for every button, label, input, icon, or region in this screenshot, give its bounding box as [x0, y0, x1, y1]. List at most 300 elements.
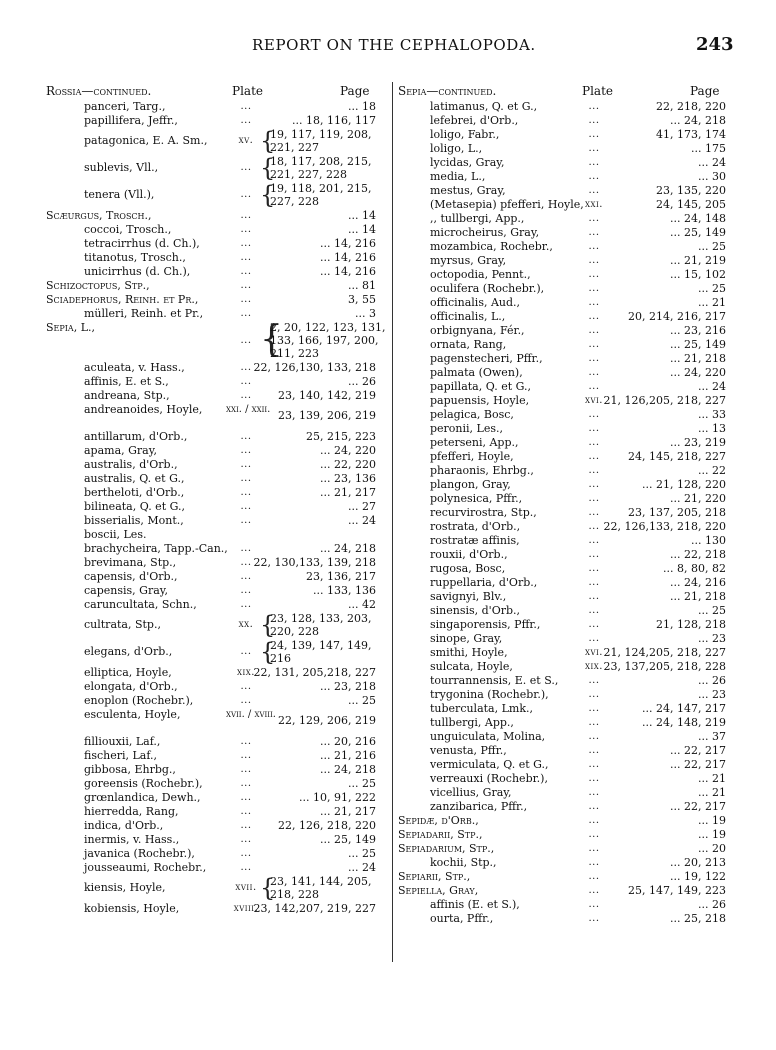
- index-entry: [46, 361, 390, 375]
- index-entry: [398, 170, 730, 184]
- index-entry: [46, 598, 390, 612]
- entry-name: peterseni, App.,: [430, 436, 519, 449]
- page-references: ... 24, 148, 219: [642, 716, 726, 729]
- entry-name: myrsus, Gray,: [430, 254, 507, 267]
- index-entry: [398, 394, 730, 408]
- entry-name: elliptica, Hoyle,: [84, 666, 172, 679]
- page-references: ... 18: [348, 100, 376, 113]
- page-references: ... 21: [698, 786, 726, 799]
- plate-number: ...: [588, 815, 600, 826]
- page-references: 23, 141, 144, 205,: [270, 875, 372, 888]
- index-entry: [398, 184, 730, 198]
- page-references: ... 21, 217: [320, 486, 376, 499]
- index-entry: [46, 833, 390, 847]
- page-number: 243: [696, 34, 734, 55]
- plate-number: ...: [588, 717, 600, 728]
- entry-name: sulcata, Hoyle,: [430, 660, 513, 673]
- plate-number: ...: [588, 283, 600, 294]
- index-entry: [398, 254, 730, 268]
- plate-number: ...: [588, 479, 600, 490]
- entry-name: trygonina (Rochebr.),: [430, 688, 549, 701]
- index-entry: [398, 352, 730, 366]
- brace-mark: {: [260, 181, 276, 209]
- plate-number: ...: [588, 507, 600, 518]
- entry-name: zanzibarica, Pffr.,: [430, 800, 528, 813]
- page-references: ... 14, 216: [320, 237, 376, 250]
- page-references: 23, 136, 217: [306, 570, 376, 583]
- page-references: ... 81: [348, 279, 376, 292]
- entry-name: octopodia, Pennt.,: [430, 268, 531, 281]
- entry-list-right: [398, 100, 730, 926]
- entry-name: polynesica, Pffr.,: [430, 492, 523, 505]
- entry-name: loligo, Fabr.,: [430, 128, 500, 141]
- plate-number: ...: [588, 787, 600, 798]
- page-references: ... 30: [698, 170, 726, 183]
- entry-name: inermis, v. Hass.,: [84, 833, 180, 846]
- entry-name: smithi, Hoyle,: [430, 646, 508, 659]
- entry-name: Sepiadarii, Stp.,: [398, 828, 483, 841]
- page-references: ... 21: [698, 296, 726, 309]
- index-entry: [398, 268, 730, 282]
- index-entry: [46, 556, 390, 570]
- entry-name: tourrannensis, E. et S.,: [430, 674, 559, 687]
- page-references: ... 14, 216: [320, 265, 376, 278]
- plate-number: ...: [240, 308, 252, 319]
- entry-name: oculifera (Rochebr.),: [430, 282, 545, 295]
- index-entry: [46, 444, 390, 458]
- plate-number: ...: [240, 459, 252, 470]
- entry-name: jousseaumi, Rochebr.,: [84, 861, 207, 874]
- page-references: ... 23: [698, 632, 726, 645]
- plate-number: ...: [240, 681, 252, 692]
- index-entry: [46, 430, 390, 444]
- index-entry: [46, 100, 390, 114]
- page-references: 24, 139, 147, 149,: [270, 639, 372, 652]
- index-entry: [46, 680, 390, 694]
- page-references: ... 23, 216: [670, 324, 726, 337]
- index-entry: [46, 209, 390, 223]
- entry-name: singaporensis, Pffr.,: [430, 618, 541, 631]
- entry-name: sinensis, d'Orb.,: [430, 604, 521, 617]
- page-references: ... 25: [348, 777, 376, 790]
- plate-number: ...: [588, 367, 600, 378]
- index-entry: [398, 128, 730, 142]
- page-references: ... 14: [348, 209, 376, 222]
- page-references: 23, 135, 220: [656, 184, 726, 197]
- page-references: 22, 129, 206, 219: [278, 714, 376, 727]
- page-references: 23, 140, 142, 219: [278, 389, 376, 402]
- index-entry: [46, 128, 390, 155]
- plate-number: ...: [588, 605, 600, 616]
- page-references: 22, 126,133, 218, 220: [603, 520, 726, 533]
- entry-name: lefebrei, d'Orb.,: [430, 114, 519, 127]
- plate-number: ...: [588, 913, 600, 924]
- index-entry: [46, 749, 390, 763]
- index-entry: [398, 856, 730, 870]
- plate-number: ...: [240, 515, 252, 526]
- page-heading: Page: [690, 84, 720, 98]
- entry-name: mozambica, Rochebr.,: [430, 240, 553, 253]
- plate-number: xvi.: [585, 395, 603, 406]
- index-entry: [398, 590, 730, 604]
- entry-name: Sepia, L.,: [46, 321, 95, 334]
- plate-number: ...: [588, 451, 600, 462]
- index-entry: [398, 114, 730, 128]
- page-references: 20, 214, 216, 217: [628, 310, 726, 323]
- page-references: 221, 227: [270, 141, 319, 154]
- entry-name: elongata, d'Orb.,: [84, 680, 178, 693]
- entry-name: pagenstecheri, Pffr.,: [430, 352, 543, 365]
- page-references: ... 25: [698, 282, 726, 295]
- plate-number: ...: [240, 862, 252, 873]
- entry-name: Sepiadarium, Stp.,: [398, 842, 495, 855]
- plate-number: ...: [240, 792, 252, 803]
- index-entry: [398, 912, 730, 926]
- page-references: ... 23, 136: [320, 472, 376, 485]
- page-references: ... 33: [698, 408, 726, 421]
- plate-number: xv.: [238, 135, 254, 146]
- entry-name: caruncultata, Schn.,: [84, 598, 197, 611]
- column-header-right: [398, 84, 730, 100]
- index-entry: [46, 694, 390, 708]
- plate-number: xxi.: [585, 199, 603, 210]
- section-heading: Sepia—continued.: [398, 84, 497, 98]
- plate-number: ...: [240, 646, 252, 657]
- page-header: [0, 36, 776, 60]
- page-references: ... 37: [698, 730, 726, 743]
- entry-name: capensis, d'Orb.,: [84, 570, 178, 583]
- entry-name: vermiculata, Q. et G.,: [430, 758, 549, 771]
- plate-number: ...: [240, 238, 252, 249]
- page-references: ... 24, 218: [670, 114, 726, 127]
- plate-number: ...: [588, 619, 600, 630]
- page-references: ... 24: [698, 380, 726, 393]
- entry-name: elegans, d'Orb.,: [84, 645, 173, 658]
- entry-name: plangon, Gray,: [430, 478, 511, 491]
- index-entry: [46, 307, 390, 321]
- plate-number: ...: [588, 829, 600, 840]
- plate-heading: Plate: [582, 84, 613, 98]
- index-entry: [46, 847, 390, 861]
- page-references: ... 21, 216: [320, 749, 376, 762]
- entry-name: fischeri, Laf.,: [84, 749, 158, 762]
- plate-number: ...: [240, 162, 252, 173]
- plate-number: ...: [588, 843, 600, 854]
- page-references: 23, 137, 205, 218: [628, 506, 726, 519]
- page-references: ... 21: [698, 772, 726, 785]
- plate-number: ...: [240, 280, 252, 291]
- index-entry: [46, 265, 390, 279]
- page-references: 41, 173, 174: [656, 128, 726, 141]
- plate-number: ...: [240, 599, 252, 610]
- entry-name: esculenta, Hoyle,: [84, 708, 181, 721]
- page-references: ... 19, 122: [670, 870, 726, 883]
- index-entry: [398, 842, 730, 856]
- plate-number: ...: [240, 252, 252, 263]
- plate-number: ...: [240, 189, 252, 200]
- page-references: ... 21, 218: [670, 590, 726, 603]
- plate-number: ...: [588, 689, 600, 700]
- page-references: 22, 218, 220: [656, 100, 726, 113]
- entry-name: kiensis, Hoyle,: [84, 881, 166, 894]
- entry-name: coccoi, Trosch.,: [84, 223, 172, 236]
- plate-number: ...: [588, 745, 600, 756]
- entry-name: sublevis, Vll.,: [84, 161, 159, 174]
- plate-number: ...: [240, 224, 252, 235]
- entry-name: Sepiella, Gray,: [398, 884, 479, 897]
- entry-name: javanica (Rochebr.),: [84, 847, 195, 860]
- page-references: ... 19: [698, 828, 726, 841]
- index-entry: [398, 478, 730, 492]
- plate-number: ...: [588, 311, 600, 322]
- entry-name: tullbergi, App.,: [430, 716, 514, 729]
- entry-name: capensis, Gray,: [84, 584, 169, 597]
- plate-number: ...: [588, 143, 600, 154]
- entry-name: andreanoides, Hoyle,: [84, 403, 203, 416]
- page-references: 218, 228: [270, 888, 319, 901]
- page-references: 3, 55: [348, 293, 376, 306]
- plate-number: ...: [588, 773, 600, 784]
- page-references: ... 21, 218: [670, 352, 726, 365]
- index-entry: [46, 279, 390, 293]
- index-entry: [398, 632, 730, 646]
- page-references: 2, 20, 122, 123, 131,: [270, 321, 386, 334]
- page-references: 25, 147, 149, 223: [628, 884, 726, 897]
- page-references: ... 25: [698, 604, 726, 617]
- index-entry: [398, 814, 730, 828]
- plate-number: ...: [240, 501, 252, 512]
- entry-name: papuensis, Hoyle,: [430, 394, 530, 407]
- page-references: ... 25, 218: [670, 912, 726, 925]
- page-references: 23, 137,205, 218, 228: [603, 660, 726, 673]
- page-references: 21, 126,205, 218, 227: [603, 394, 726, 407]
- index-entry: [46, 458, 390, 472]
- index-entry: [46, 612, 390, 639]
- plate-number: ...: [588, 129, 600, 140]
- page-references: 23, 142,207, 219, 227: [253, 902, 376, 915]
- entry-name: ruppellaria, d'Orb.,: [430, 576, 538, 589]
- plate-number: ...: [588, 157, 600, 168]
- index-entry: [398, 226, 730, 240]
- plate-number: ...: [588, 297, 600, 308]
- page-references: 22, 131, 205,218, 227: [253, 666, 376, 679]
- plate-number: ...: [588, 759, 600, 770]
- plate-number: ...: [240, 335, 252, 346]
- page-references: ... 24, 216: [670, 576, 726, 589]
- entry-name: rostratæ affinis,: [430, 534, 520, 547]
- page-references: ... 24, 220: [320, 444, 376, 457]
- index-entry: [398, 898, 730, 912]
- index-entry: [398, 772, 730, 786]
- index-entry: [46, 114, 390, 128]
- page-references: 22, 126, 218, 220: [278, 819, 376, 832]
- index-entry: [398, 702, 730, 716]
- plate-number: ...: [240, 376, 252, 387]
- index-entry: [46, 819, 390, 833]
- plate-number: ...: [240, 115, 252, 126]
- entry-name: apama, Gray,: [84, 444, 157, 457]
- page-references: 24, 145, 218, 227: [628, 450, 726, 463]
- page-references: ... 22, 217: [670, 744, 726, 757]
- page-references: ... 24, 218: [320, 763, 376, 776]
- page-references: ... 24: [348, 861, 376, 874]
- plate-number: ...: [588, 115, 600, 126]
- index-entry: [398, 520, 730, 534]
- entry-name: unguiculata, Molina,: [430, 730, 546, 743]
- entry-name: pelagica, Bosc,: [430, 408, 514, 421]
- index-entry: [46, 735, 390, 749]
- plate-number: ...: [240, 390, 252, 401]
- plate-number: ...: [588, 885, 600, 896]
- index-entry: [46, 528, 390, 542]
- index-entry: [398, 156, 730, 170]
- plate-number: ...: [588, 591, 600, 602]
- entry-name: officinalis, Aud.,: [430, 296, 521, 309]
- index-entry: [46, 791, 390, 805]
- page-references: ... 24, 147, 217: [642, 702, 726, 715]
- entry-name: boscii, Les.: [84, 528, 147, 541]
- entry-name: kochii, Stp.,: [430, 856, 497, 869]
- entry-name: ornata, Rang,: [430, 338, 507, 351]
- page-references: ... 24: [348, 514, 376, 527]
- page-references: ... 14: [348, 223, 376, 236]
- index-entry: [46, 403, 390, 430]
- page-references: ... 25, 149: [670, 226, 726, 239]
- page-heading: Page: [340, 84, 370, 98]
- entry-name: mülleri, Reinh. et Pr.,: [84, 307, 204, 320]
- index-entry: [398, 744, 730, 758]
- plate-number: ...: [240, 750, 252, 761]
- entry-name: brachycheira, Tapp.-Can.,: [84, 542, 228, 555]
- plate-number: ...: [240, 806, 252, 817]
- brace-mark: {: [260, 638, 276, 666]
- index-entry: [398, 436, 730, 450]
- page-references: ... 21, 217: [320, 805, 376, 818]
- index-entry: [46, 182, 390, 209]
- index-entry: [46, 861, 390, 875]
- entry-name: sinope, Gray,: [430, 632, 503, 645]
- plate-number: ...: [588, 269, 600, 280]
- page-references: ... 25: [348, 847, 376, 860]
- index-entry: [46, 777, 390, 791]
- page-references: ... 22: [698, 464, 726, 477]
- plate-number: ...: [588, 171, 600, 182]
- page-references: ... 13: [698, 422, 726, 435]
- entry-name: cultrata, Stp.,: [84, 618, 161, 631]
- page-references: 133, 166, 197, 200,: [270, 334, 379, 347]
- plate-number: ...: [588, 101, 600, 112]
- page-references: ... 22, 217: [670, 758, 726, 771]
- page-references: ... 42: [348, 598, 376, 611]
- brace-mark: {: [260, 611, 276, 639]
- index-entry: [46, 375, 390, 389]
- page-references: ... 21, 219: [670, 254, 726, 267]
- brace-mark: {: [260, 154, 276, 182]
- index-entry: [398, 506, 730, 520]
- plate-number: ...: [240, 557, 252, 568]
- page-references: ... 23, 218: [320, 680, 376, 693]
- plate-number: ...: [588, 675, 600, 686]
- page-references: 22, 126,130, 133, 218: [253, 361, 376, 374]
- plate-number: ...: [588, 493, 600, 504]
- entry-name: kobiensis, Hoyle,: [84, 902, 180, 915]
- index-entry: [398, 240, 730, 254]
- page-references: ... 130: [691, 534, 726, 547]
- index-entry: [398, 884, 730, 898]
- index-entry: [46, 875, 390, 902]
- index-entry: [46, 666, 390, 680]
- page-references: ... 25: [698, 240, 726, 253]
- index-entry: [46, 805, 390, 819]
- entry-name: ourta, Pffr.,: [430, 912, 494, 925]
- entry-name: unicirrhus (d. Ch.),: [84, 265, 191, 278]
- page-references: ... 21, 128, 220: [642, 478, 726, 491]
- entry-name: indica, d'Orb.,: [84, 819, 164, 832]
- page-references: ... 26: [698, 674, 726, 687]
- entry-name: officinalis, L.,: [430, 310, 506, 323]
- index-entry: [398, 464, 730, 478]
- entry-name: Sciadephorus, Reinh. et Pr.,: [46, 293, 199, 306]
- entry-name: palmata (Owen),: [430, 366, 523, 379]
- index-entry: [398, 716, 730, 730]
- page-references: 25, 215, 223: [306, 430, 376, 443]
- entry-name: gibbosa, Ehrbg.,: [84, 763, 176, 776]
- index-entry: [46, 542, 390, 556]
- plate-number: ...: [240, 695, 252, 706]
- plate-number: ...: [588, 437, 600, 448]
- plate-number: ...: [588, 899, 600, 910]
- plate-number: ...: [588, 549, 600, 560]
- page-references: ... 20: [698, 842, 726, 855]
- plate-number: ...: [588, 465, 600, 476]
- plate-number: ...: [240, 778, 252, 789]
- entry-name: Sepidæ, d'Orb.,: [398, 814, 479, 827]
- plate-number: xviii.: [233, 903, 259, 914]
- entry-name: peronii, Les.,: [430, 422, 503, 435]
- column-header-left: [46, 84, 390, 100]
- index-entry: [398, 646, 730, 660]
- running-title: REPORT ON THE CEPHALOPODA.: [252, 36, 536, 54]
- page-references: ... 27: [348, 500, 376, 513]
- index-entry: [398, 870, 730, 884]
- index-entry: [46, 763, 390, 777]
- page-references: ... 26: [698, 898, 726, 911]
- entry-name: papillifera, Jeffr.,: [84, 114, 178, 127]
- index-entry: [398, 338, 730, 352]
- page-references: 220, 228: [270, 625, 319, 638]
- index-entry: [46, 321, 390, 361]
- index-entry: [398, 380, 730, 394]
- plate-number: xxi. / xxii.: [226, 404, 271, 415]
- plate-number: xvii.: [235, 882, 257, 893]
- entry-name: affinis, E. et S.,: [84, 375, 169, 388]
- index-entry: [46, 584, 390, 598]
- plate-number: ...: [588, 423, 600, 434]
- entry-name: orbignyana, Fér.,: [430, 324, 525, 337]
- plate-number: xx.: [238, 619, 254, 630]
- entry-name: antillarum, d'Orb.,: [84, 430, 188, 443]
- plate-number: ...: [240, 101, 252, 112]
- entry-name: Scæurgus, Trosch.,: [46, 209, 152, 222]
- entry-name: titanotus, Trosch.,: [84, 251, 186, 264]
- plate-number: ...: [240, 820, 252, 831]
- entry-name: savignyi, Blv.,: [430, 590, 507, 603]
- page-references: ... 20, 213: [670, 856, 726, 869]
- entry-name: mestus, Gray,: [430, 184, 506, 197]
- entry-name: aculeata, v. Hass.,: [84, 361, 185, 374]
- plate-number: ...: [588, 255, 600, 266]
- plate-heading: Plate: [232, 84, 263, 98]
